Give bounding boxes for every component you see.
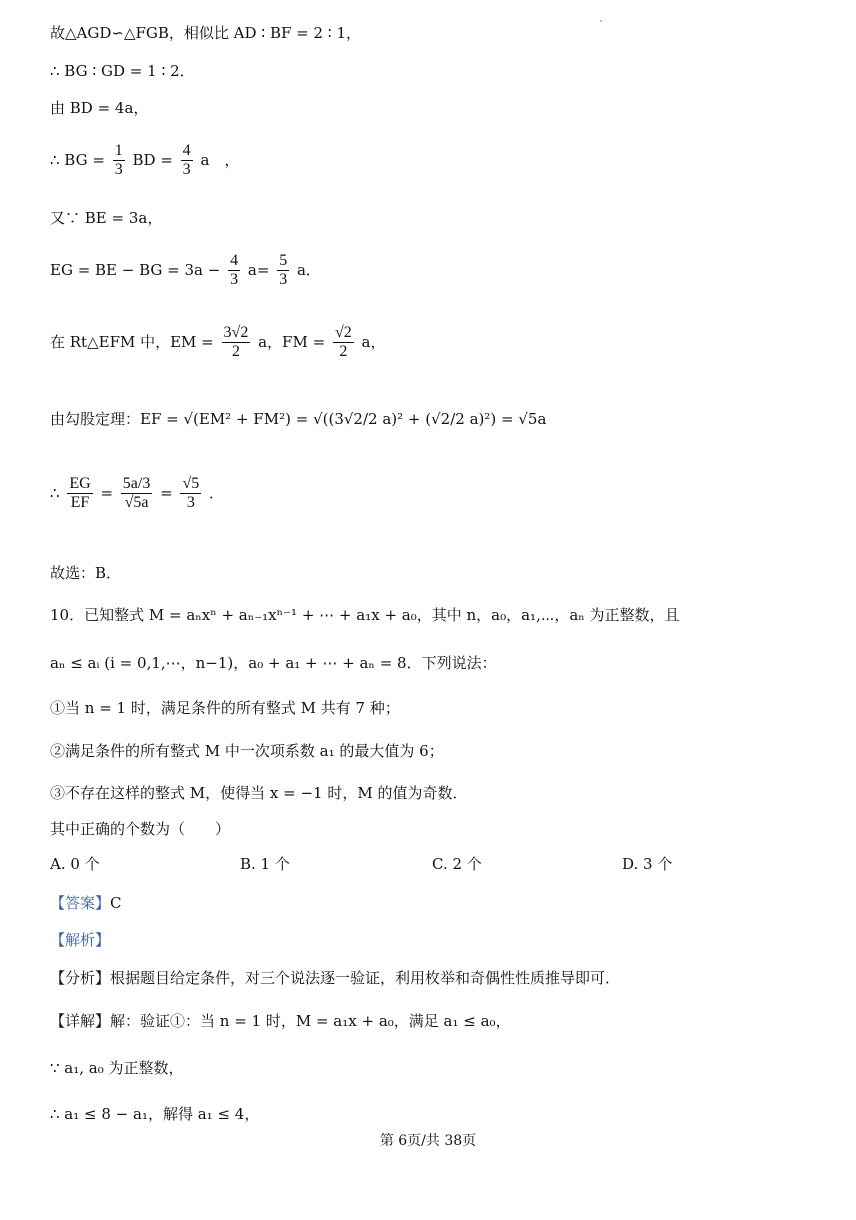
line-choose-b: 故选：B． xyxy=(50,564,122,582)
text: a． xyxy=(296,260,321,279)
num: 4 xyxy=(181,142,193,161)
line-pythagoras xyxy=(50,408,546,429)
num: EG xyxy=(67,475,92,494)
fraction xyxy=(333,324,354,362)
num: 3√2 xyxy=(222,324,251,343)
line-bg xyxy=(50,142,239,180)
question-10-line-1: 10．已知整式 M = aₙxⁿ + aₙ₋₁xⁿ⁻¹ + ⋯ + a₁x + a₀，其中 n，a₀，a₁,⋯，aₙ 为正整数，且 xyxy=(50,606,680,624)
line-similar-triangles: 故△AGD∽△FGB，相似比 AD ∶ BF = 2 ∶ 1， xyxy=(50,24,362,42)
text: = xyxy=(100,483,114,502)
analysis-text: 【分析】根据题目给定条件，对三个说法逐一验证，利用枚举和奇偶性性质推导即可． xyxy=(50,969,621,987)
option-b: B. 1 个 xyxy=(240,855,290,873)
text: ． xyxy=(209,483,225,502)
fraction xyxy=(67,475,92,513)
analysis-tag: 【解析】 xyxy=(50,931,111,949)
den: 2 xyxy=(231,343,240,361)
page-footer: 第 6页/共 38页 xyxy=(379,1133,477,1149)
den: 3 xyxy=(182,161,191,179)
text: BD = xyxy=(132,150,173,169)
line-be: 又∵ BE = 3a， xyxy=(50,209,163,227)
proof-line-2: ∴ a₁ ≤ 8 − a₁，解得 a₁ ≤ 4， xyxy=(50,1105,260,1123)
fraction xyxy=(228,252,240,290)
statement-2: ②满足条件的所有整式 M 中一次项系数 a₁ 的最大值为 6； xyxy=(50,742,444,760)
fraction xyxy=(113,142,125,180)
text: a ， xyxy=(200,150,240,169)
text: ∴ BG = xyxy=(50,150,105,169)
num: 1 xyxy=(113,142,125,161)
line-rt-efm xyxy=(50,324,385,362)
text: = xyxy=(160,483,173,502)
radical-expression: √((3√2/2 a)² + (√2/2 a)²) xyxy=(313,410,497,428)
text: EG = BE − BG = 3a − xyxy=(50,260,221,279)
text: a，FM = xyxy=(258,332,326,351)
answer-line xyxy=(50,892,122,913)
text: a， xyxy=(361,332,386,351)
fraction xyxy=(121,475,153,513)
fraction xyxy=(222,324,251,362)
option-a: A. 0 个 xyxy=(50,855,100,873)
den: 3 xyxy=(186,494,195,512)
den: EF xyxy=(70,494,90,512)
statement-3: ③不存在这样的整式 M，使得当 x = −1 时，M 的值为奇数． xyxy=(50,784,468,802)
den: 3 xyxy=(279,271,288,289)
den: 3 xyxy=(114,161,123,179)
line-ratio: ∴ BG ∶ GD = 1 ∶ 2． xyxy=(50,62,195,80)
num: √5 xyxy=(180,475,201,494)
speck xyxy=(600,20,602,22)
line-eg xyxy=(50,252,321,290)
line-ratio-eg-ef xyxy=(50,475,224,513)
text: a= xyxy=(247,260,270,279)
option-c: C. 2 个 xyxy=(432,855,482,873)
proof-line-1: ∵ a₁, a₀ 为正整数， xyxy=(50,1059,184,1077)
num: √2 xyxy=(333,324,354,343)
num: 4 xyxy=(228,252,240,271)
den: 2 xyxy=(339,343,348,361)
answer-tag: 【答案】 xyxy=(50,894,111,912)
text: ∴ xyxy=(50,483,60,502)
fraction xyxy=(180,475,201,513)
statement-1: ①当 n = 1 时，满足条件的所有整式 M 共有 7 种； xyxy=(50,699,400,717)
den: 3 xyxy=(230,271,239,289)
num: 5 xyxy=(277,252,289,271)
text: 由勾股定理：EF = √(EM² + FM²) = xyxy=(50,410,309,428)
question-10-line-2: aₙ ≤ aᵢ (i = 0,1,⋯，n−1)，a₀ + a₁ + ⋯ + aₙ = 8．下列说法： xyxy=(50,654,497,672)
option-d: D. 3 个 xyxy=(622,855,673,873)
answer-value: C xyxy=(110,894,122,912)
num: 5a/3 xyxy=(121,475,153,494)
line-bd: 由 BD = 4a， xyxy=(50,99,149,117)
text: 在 Rt△EFM 中，EM = xyxy=(50,332,214,351)
question-ask: 其中正确的个数为（ ） xyxy=(50,820,231,838)
fraction xyxy=(181,142,193,180)
fraction xyxy=(277,252,289,290)
detail-text: 【详解】解：验证①：当 n = 1 时，M = a₁x + a₀，满足 a₁ ≤ a₀， xyxy=(50,1012,511,1030)
den: √5a xyxy=(124,494,149,512)
text: = √5a xyxy=(501,410,547,428)
